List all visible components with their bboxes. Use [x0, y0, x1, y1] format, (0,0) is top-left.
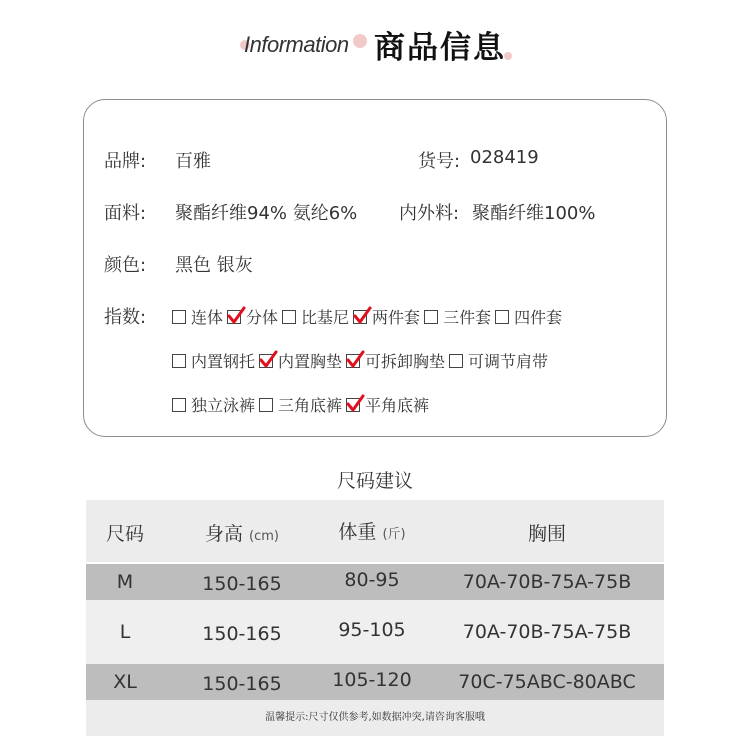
table-row [86, 600, 664, 664]
options-row-3 [172, 393, 433, 416]
lining-label: 内外料: [399, 203, 460, 224]
header-weight-text: 体重 [338, 521, 377, 543]
empty-box-icon [282, 310, 296, 324]
options-row-1 [172, 305, 566, 328]
brand-value: 百雅 [175, 151, 211, 172]
color-value: 黑色 银灰 [175, 255, 253, 276]
cell-weight: 95-105 [338, 619, 406, 641]
checked-box-icon [353, 310, 367, 324]
header-weight-unit: (斤) [382, 527, 406, 542]
option-label: 三件套 [443, 308, 492, 327]
option-item [449, 349, 548, 372]
empty-box-icon [424, 310, 438, 324]
empty-box-icon [259, 398, 273, 412]
option-label: 四件套 [514, 308, 563, 327]
checked-box-icon [346, 354, 360, 368]
header-weight [312, 517, 432, 544]
option-item [353, 305, 420, 328]
product-info-box [83, 99, 667, 437]
option-label: 可调节肩带 [468, 352, 549, 371]
checked-box-icon [227, 310, 241, 324]
cell-height: 150-165 [202, 673, 282, 695]
size-section-title: 尺码建议 [336, 470, 413, 492]
chinese-title: 商品信息 [374, 30, 506, 66]
lining-value: 聚酯纤维100% [472, 203, 596, 224]
option-label: 内置钢托 [191, 352, 256, 371]
header-height [182, 519, 302, 546]
cell-weight: 105-120 [332, 669, 412, 691]
table-header-row [86, 500, 664, 562]
option-item [424, 305, 491, 328]
sku-value: 028419 [470, 147, 539, 168]
checked-box-icon [346, 398, 360, 412]
option-item [495, 305, 562, 328]
cell-weight: 80-95 [344, 569, 400, 591]
cell-size: L [119, 621, 131, 643]
empty-box-icon [172, 310, 186, 324]
option-label: 独立泳裤 [191, 396, 256, 415]
option-item [259, 349, 342, 372]
brand-label: 品牌: [104, 151, 147, 172]
header-size: 尺码 [105, 523, 144, 545]
option-item [259, 393, 342, 416]
table-row [86, 564, 664, 600]
option-item [227, 305, 278, 328]
option-label: 三角底裤 [278, 396, 343, 415]
header-height-text: 身高 [204, 523, 243, 545]
option-label: 两件套 [372, 308, 421, 327]
option-item [172, 393, 255, 416]
empty-box-icon [495, 310, 509, 324]
options-row-2 [172, 349, 552, 372]
color-label: 颜色: [104, 255, 147, 276]
english-title: Information [244, 32, 349, 57]
empty-box-icon [449, 354, 463, 368]
index-label: 指数: [104, 307, 147, 328]
option-label: 分体 [246, 308, 279, 327]
empty-box-icon [172, 354, 186, 368]
section-header [0, 22, 750, 66]
fabric-label: 面料: [104, 203, 147, 224]
fabric-value: 聚酯纤维94% 氨纶6% [175, 203, 358, 224]
option-item [346, 393, 429, 416]
cell-height: 150-165 [202, 573, 282, 595]
option-item [172, 305, 223, 328]
cell-bust: 70A-70B-75A-75B [462, 571, 632, 593]
sku-label: 货号: [418, 151, 461, 172]
option-label: 连体 [191, 308, 224, 327]
option-label: 内置胸垫 [278, 352, 343, 371]
option-label: 可拆卸胸垫 [365, 352, 446, 371]
cell-height: 150-165 [202, 623, 282, 645]
option-item [346, 349, 445, 372]
cell-size: XL [113, 671, 137, 693]
header-height-unit: (cm) [249, 529, 280, 544]
checked-box-icon [259, 354, 273, 368]
cell-bust: 70A-70B-75A-75B [462, 621, 632, 643]
empty-box-icon [172, 398, 186, 412]
table-row [86, 664, 664, 700]
size-tip: 温馨提示:尺寸仅供参考,如数据冲突,请咨询客服哦 [86, 700, 664, 736]
option-label: 比基尼 [301, 308, 350, 327]
cell-size: M [116, 571, 134, 593]
option-item [282, 305, 349, 328]
option-item [172, 349, 255, 372]
header-bust: 胸围 [527, 523, 566, 545]
cell-bust: 70C-75ABC-80ABC [458, 671, 636, 693]
decor-dot [353, 34, 367, 48]
option-label: 平角底裤 [365, 396, 430, 415]
